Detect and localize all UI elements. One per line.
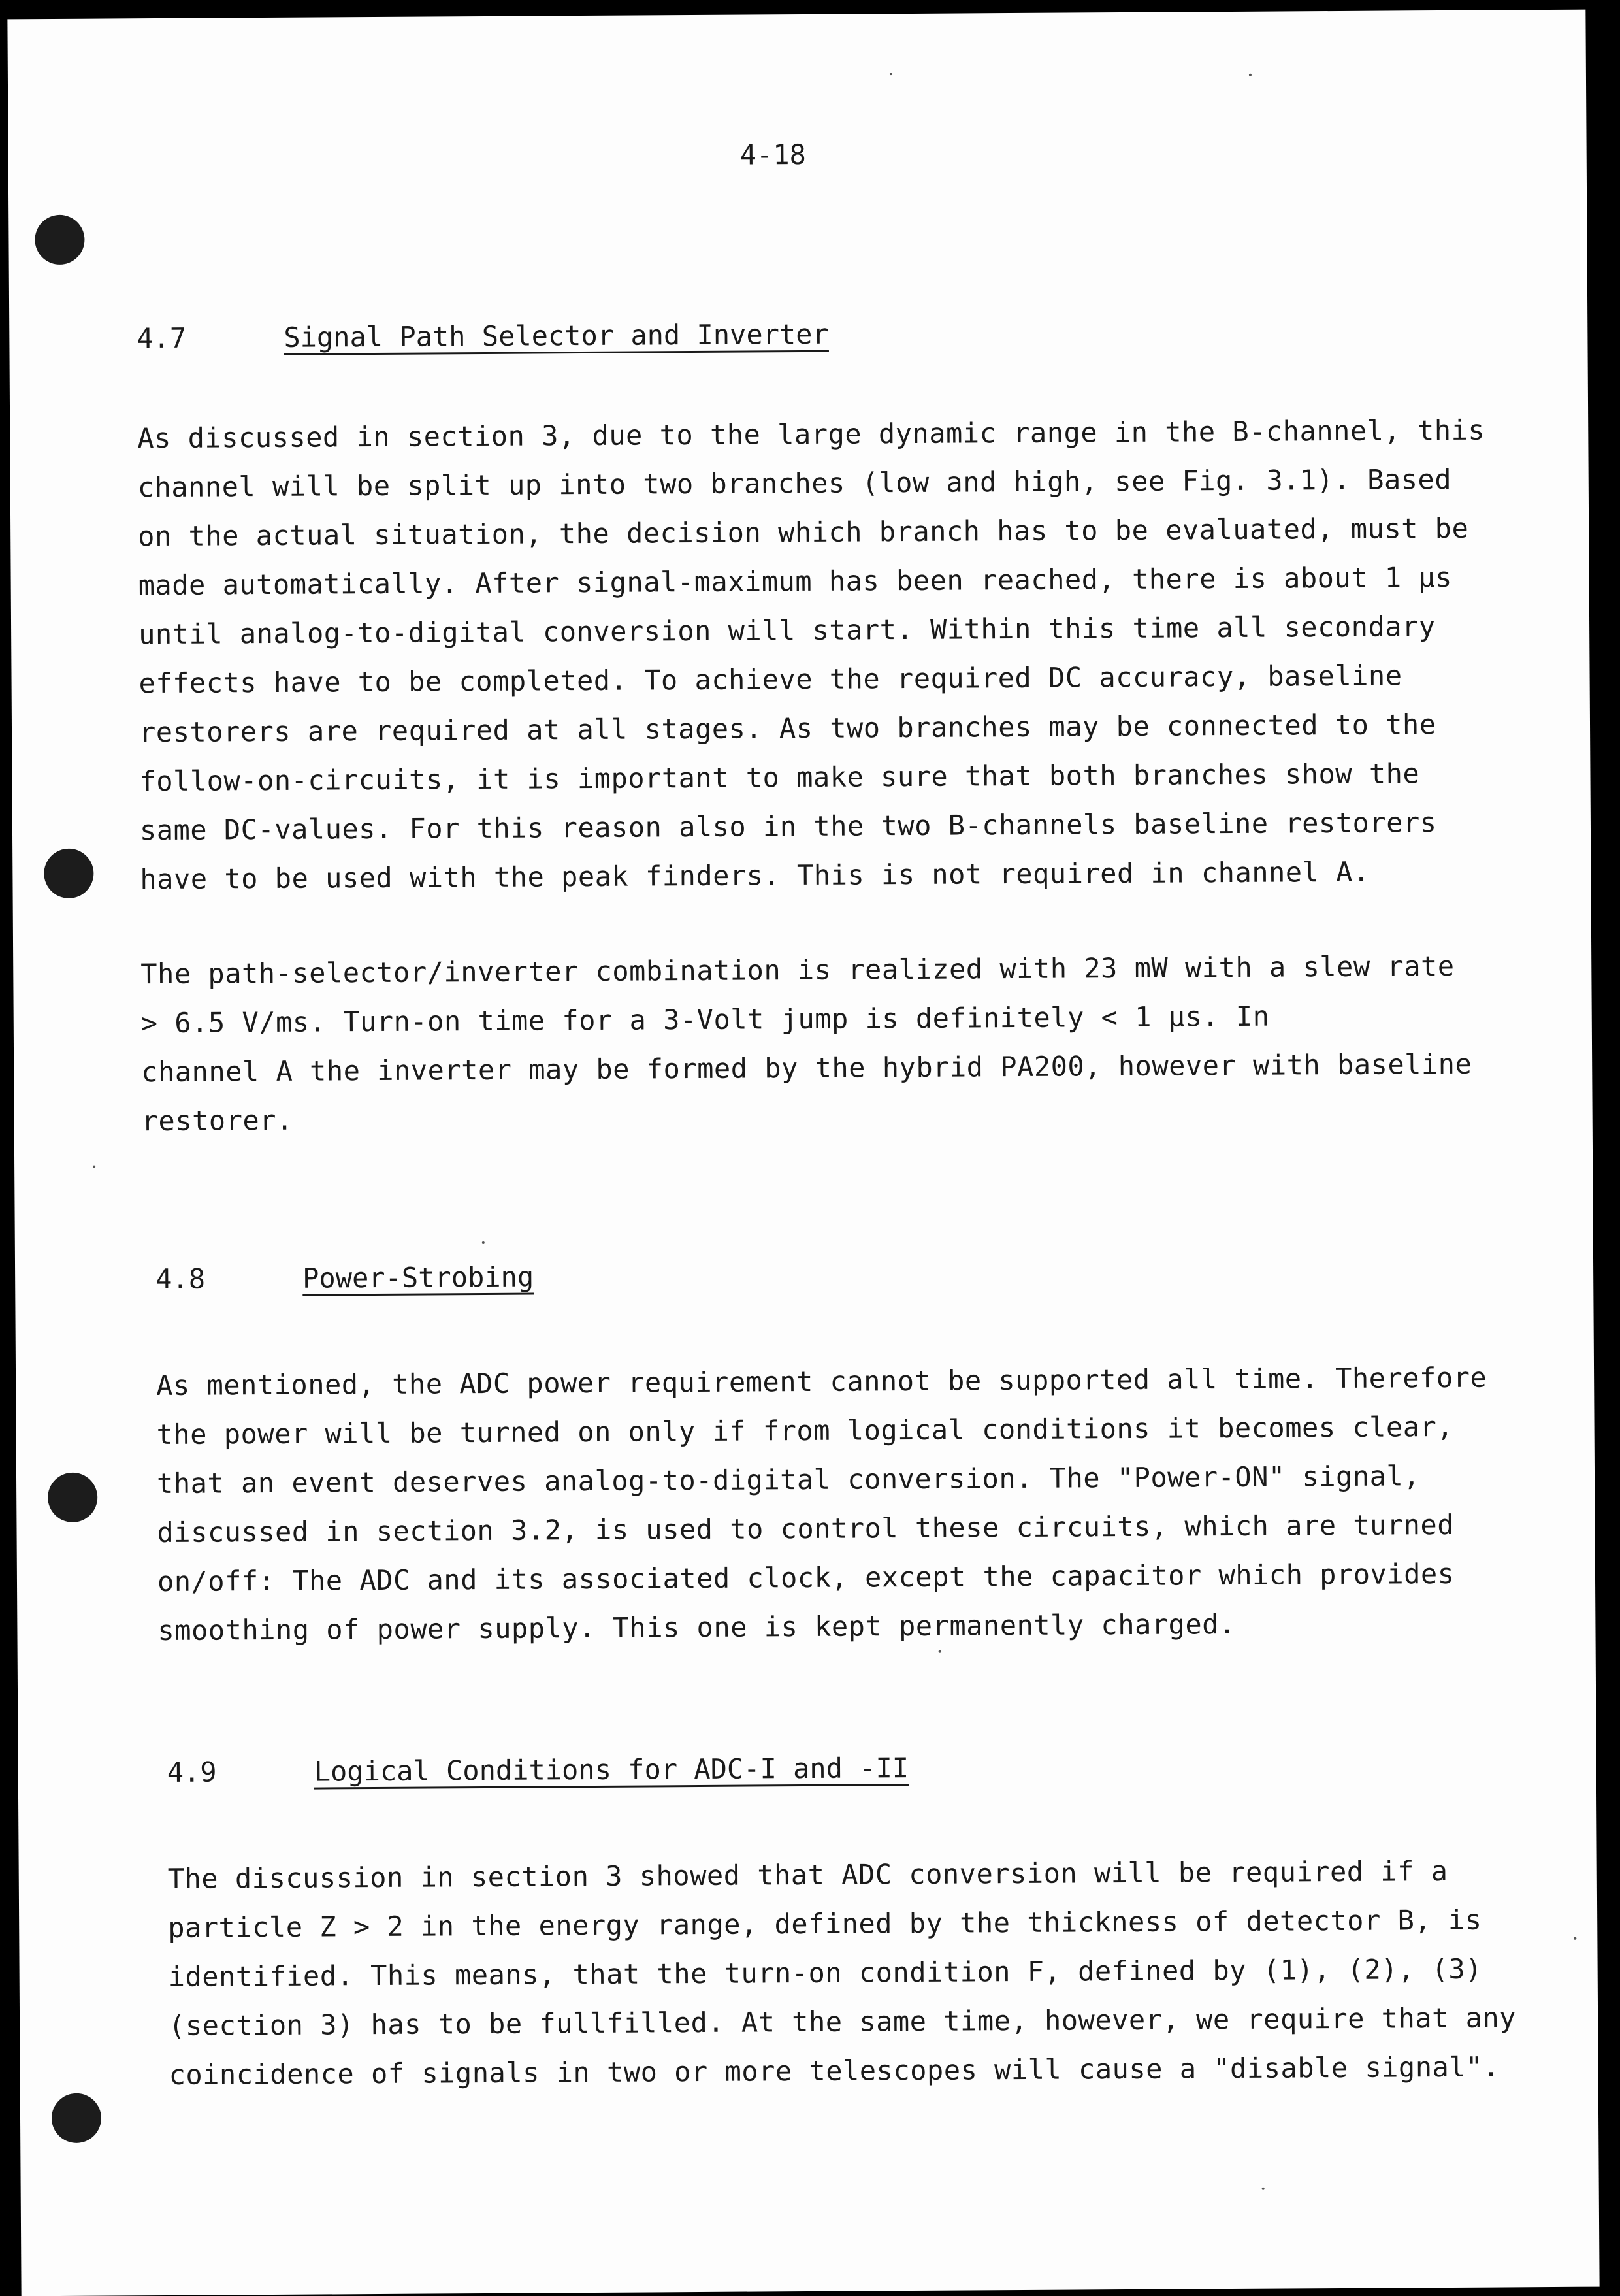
- section-number: 4.9: [167, 1756, 217, 1788]
- text-line: smoothing of power supply. This one is kept permanently charged.: [157, 1607, 1236, 1647]
- section-4-7: [137, 313, 1620, 1145]
- text-line: The path-selector/inverter combination is realized with 23 mW with a slew rate: [140, 949, 1455, 991]
- text-line: As discussed in section 3, due to the large dynamic range in the B-channel, this: [137, 414, 1485, 455]
- section-title: Signal Path Selector and Inverter: [284, 318, 829, 353]
- text-line: that an event deserves analog-to-digital conversion. The "Power-ON" signal,: [156, 1460, 1421, 1500]
- page-number: 4-18: [739, 138, 806, 171]
- punch-hole: [44, 849, 93, 898]
- punch-hole: [35, 215, 84, 265]
- punch-hole: [48, 1473, 97, 1522]
- text-line: particle Z > 2 in the energy range, defined by the thickness of detector B, is: [168, 1903, 1482, 1944]
- text-line: restorer.: [141, 1104, 293, 1138]
- punch-hole: [52, 2093, 101, 2143]
- section-number: 4.8: [155, 1262, 206, 1296]
- scan-speck: [93, 1166, 95, 1168]
- scan-speck: [1574, 1937, 1576, 1940]
- paragraph: [140, 940, 1620, 1145]
- text-line: on/off: The ADC and its associated clock, except the capacitor which provides: [157, 1557, 1455, 1598]
- section-4-9: [167, 1747, 1620, 2099]
- scan-speck: [890, 73, 892, 75]
- scan-speck: [939, 1650, 941, 1653]
- section-heading: [155, 1254, 1620, 1309]
- scan-speck: [1262, 2188, 1265, 2190]
- section-heading: [137, 313, 1620, 368]
- text-line: identified. This means, that the turn-on condition F, defined by (1), (2), (3): [168, 1952, 1483, 1993]
- text-line: have to be used with the peak finders. This is not required in channel A.: [140, 855, 1370, 896]
- text-line: made automatically. After signal-maximum has been reached, there is about 1 µs: [138, 561, 1453, 602]
- section-4-8: [155, 1254, 1620, 1655]
- text-line: on the actual situation, the decision which branch has to be evaluated, must be: [138, 512, 1469, 553]
- text-line: restorers are required at all stages. As two branches may be connected to the: [138, 708, 1436, 749]
- section-title: Logical Conditions for ADC-I and -II: [314, 1752, 909, 1788]
- scan-speck: [482, 1241, 485, 1244]
- text-line: same DC-values. For this reason also in the two B-channels baseline restorers: [139, 806, 1437, 847]
- text-line: the power will be turned on only if from logical conditions it becomes clear,: [156, 1410, 1454, 1451]
- section-heading: [167, 1747, 1620, 1802]
- scan-speck: [1249, 74, 1252, 76]
- text-line: until analog-to-digital conversion will start. Within this time all secondary: [138, 610, 1436, 651]
- text-line: (section 3) has to be fullfilled. At the same time, however, we require that any: [168, 2001, 1517, 2042]
- text-line: channel A the inverter may be formed by the hybrid PA200, however with baseline: [141, 1047, 1472, 1089]
- document-page: [7, 10, 1599, 2296]
- text-line: The discussion in section 3 showed that ADC conversion will be required if a: [167, 1854, 1448, 1895]
- text-line: discussed in section 3.2, is used to control these circuits, which are turned: [157, 1508, 1455, 1549]
- section-number: 4.7: [137, 321, 187, 355]
- section-title: Power-Strobing: [302, 1260, 534, 1294]
- paragraph: [156, 1352, 1620, 1655]
- paragraph: [168, 1845, 1620, 2099]
- text-line: coincidence of signals in two or more telescopes will cause a "disable signal".: [169, 2050, 1500, 2091]
- text-line: As mentioned, the ADC power requirement cannot be supported all time. Therefore: [156, 1361, 1487, 1402]
- text-line: > 6.5 V/ms. Turn-on time for a 3-Volt jump is definitely < 1 µs. In: [140, 1000, 1270, 1040]
- paragraph: [137, 404, 1620, 904]
- text-line: channel will be split up into two branches (low and high, see Fig. 3.1). Based: [137, 463, 1452, 504]
- text-line: follow-on-circuits, it is important to make sure that both branches show the: [139, 757, 1420, 798]
- text-line: effects have to be completed. To achieve the required DC accuracy, baseline: [138, 659, 1402, 700]
